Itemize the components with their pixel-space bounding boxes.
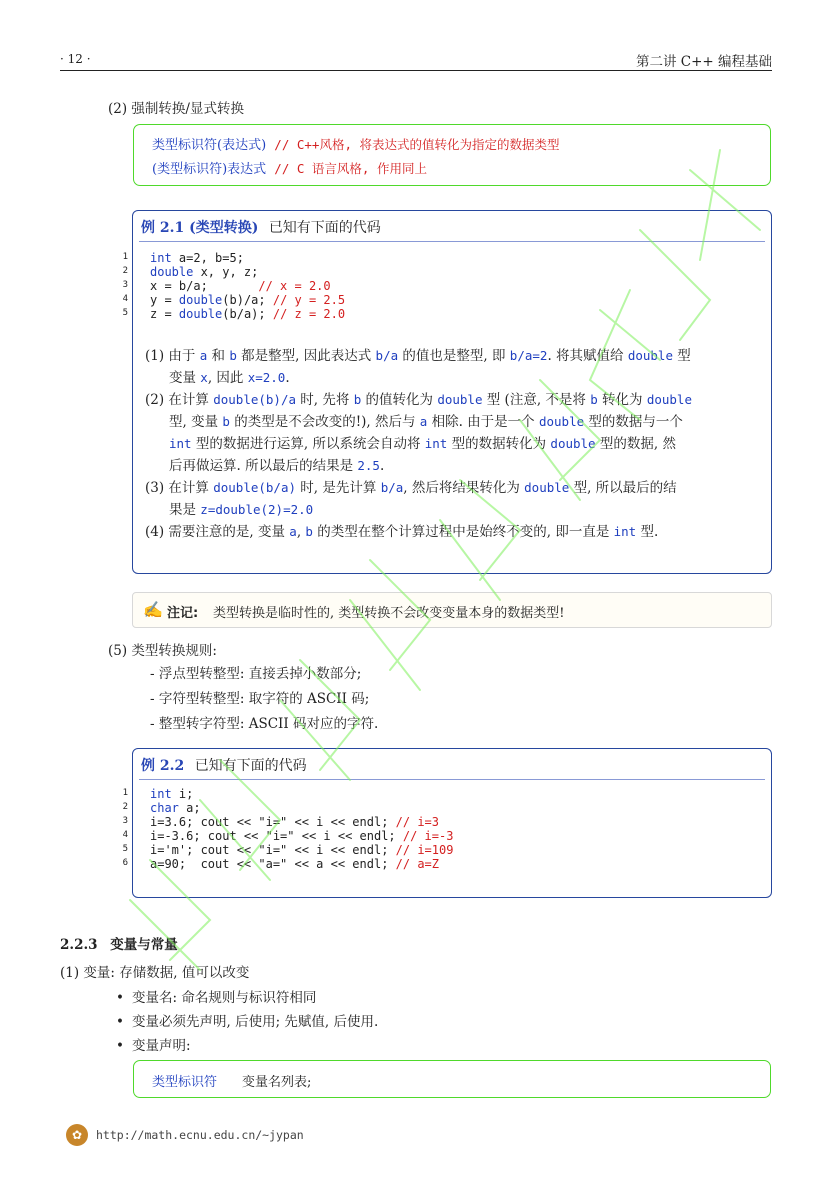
code-comment: // i=3 bbox=[395, 815, 439, 829]
cast-syntax-box bbox=[133, 124, 771, 186]
code-comment: // x = 2.0 bbox=[258, 279, 331, 293]
example-2-1-box bbox=[132, 210, 772, 574]
inline-code: b/a=2 bbox=[509, 348, 548, 363]
explanation-text: 型的数据, 然 bbox=[595, 436, 676, 452]
code-line bbox=[150, 307, 345, 321]
explanation-text: 型, 变量 bbox=[169, 414, 223, 430]
code-line bbox=[150, 293, 345, 307]
explanation-text: 的类型是不会改变的!), 然后与 bbox=[229, 414, 420, 430]
code-text: y = bbox=[150, 293, 179, 307]
inline-code: b bbox=[229, 348, 237, 363]
explanation-text: , 因此 bbox=[207, 370, 248, 386]
inline-code: int bbox=[169, 436, 192, 451]
inline-code: double bbox=[524, 480, 570, 495]
line-number: 5 bbox=[122, 844, 128, 854]
code-text: (b/a); bbox=[222, 307, 273, 321]
code-text: i=-3.6; cout << "i=" << i << endl; bbox=[150, 829, 403, 843]
declaration-rest: 变量名列表; bbox=[242, 1075, 312, 1090]
explanation-text: 的值也是整型, 即 bbox=[398, 348, 510, 364]
explanation-line bbox=[145, 345, 765, 367]
code-comment: // a=Z bbox=[395, 857, 439, 871]
inline-code: a bbox=[419, 414, 428, 429]
code-text: a=90; cout << "a=" << a << endl; bbox=[150, 857, 396, 871]
code-line bbox=[150, 857, 439, 871]
explanation-text: 转化为 bbox=[597, 392, 647, 408]
code-keyword: double bbox=[178, 307, 223, 321]
explanation-text: 果是 bbox=[169, 502, 201, 518]
chapter-title: 第二讲 C++ 编程基础 bbox=[635, 54, 772, 70]
explanation-text: 型的数据转化为 bbox=[447, 436, 551, 452]
explanation-text: 型. bbox=[636, 524, 659, 540]
code-keyword: char bbox=[150, 801, 179, 815]
explanation-text: 都是整型, 因此表达式 bbox=[236, 348, 376, 364]
explanation-text: 型 (注意, 不是将 bbox=[482, 392, 591, 408]
code-text: i; bbox=[171, 787, 194, 801]
inline-code: int bbox=[613, 524, 637, 539]
inline-code: b bbox=[305, 524, 313, 539]
code-line bbox=[150, 787, 193, 801]
inline-code: b bbox=[222, 414, 230, 429]
inline-code: z=double(2)=2.0 bbox=[200, 502, 314, 517]
explanation-line bbox=[169, 367, 789, 389]
code-keyword: double bbox=[150, 265, 194, 279]
code-line bbox=[150, 279, 331, 293]
page-number: · 12 · bbox=[60, 52, 91, 66]
page-header bbox=[60, 50, 772, 71]
inline-code: double bbox=[437, 392, 483, 407]
code-line bbox=[150, 251, 244, 265]
inline-code: 2.5 bbox=[357, 458, 380, 473]
code-text: x, y, z; bbox=[193, 265, 259, 279]
inline-code: a bbox=[289, 524, 297, 539]
explanation-text: 在计算 bbox=[168, 480, 214, 496]
explanation-text: . bbox=[285, 370, 290, 386]
line-number: 3 bbox=[122, 816, 128, 826]
code-line bbox=[150, 815, 439, 829]
explanation-text: 由于 bbox=[168, 348, 200, 364]
line-number: 4 bbox=[122, 294, 128, 304]
explanation-text: 需要注意的是, 变量 bbox=[168, 524, 290, 540]
inline-code: double(b)/a bbox=[213, 392, 297, 407]
code-comment: // i=-3 bbox=[402, 829, 454, 843]
line-number: 5 bbox=[122, 308, 128, 318]
explanation-text: 的值转化为 bbox=[361, 392, 438, 408]
note-label: 注记: bbox=[167, 606, 199, 621]
code-line bbox=[150, 801, 201, 815]
code-text: x = b/a; bbox=[150, 279, 259, 293]
inline-code: b bbox=[590, 392, 598, 407]
explanation-line bbox=[169, 433, 789, 455]
variables-heading: (1) 变量: 存储数据, 值可以改变 bbox=[60, 965, 250, 981]
explanation-text: 在计算 bbox=[168, 392, 214, 408]
code-text: (b)/a; bbox=[222, 293, 273, 307]
code-line bbox=[150, 843, 453, 857]
inline-code: b bbox=[353, 392, 362, 407]
rule-item: - 字符型转整型: 取字符的 ASCII 码; bbox=[150, 691, 370, 707]
inline-code: double(b/a) bbox=[213, 480, 297, 495]
line-number: 2 bbox=[122, 266, 128, 276]
explanation-text: 型, 所以最后的结 bbox=[569, 480, 677, 496]
explanation-text: . 将其赋值给 bbox=[547, 348, 628, 364]
code-line bbox=[150, 265, 258, 279]
explanation-text: 后再做运算. 所以最后的结果是 bbox=[169, 458, 358, 474]
inline-code: x bbox=[200, 370, 208, 385]
variable-bullet: • 变量必须先声明, 后使用; 先赋值, 后使用. bbox=[132, 1011, 378, 1033]
explanation-text: 时, 先将 bbox=[296, 392, 354, 408]
code-comment: // y = 2.5 bbox=[272, 293, 346, 307]
code-text: i='m'; cout << "i=" << i << endl; bbox=[150, 843, 396, 857]
explanation-text: 的类型在整个计算过程中是始终不变的, 即一直是 bbox=[312, 524, 614, 540]
inline-code: double bbox=[646, 392, 692, 407]
explanation-text: 时, 是先计算 bbox=[296, 480, 381, 496]
inline-code: double bbox=[538, 414, 585, 429]
note-text: 类型转换是临时性的, 类型转换不会改变变量本身的数据类型! bbox=[213, 606, 565, 621]
code-text: z = bbox=[150, 307, 179, 321]
subsection-heading: 2.2.3 变量与常量 bbox=[60, 937, 178, 953]
code-comment: // z = 2.0 bbox=[272, 307, 346, 321]
explanation-text: , bbox=[296, 524, 306, 540]
code-keyword: int bbox=[150, 787, 172, 801]
code-keyword: double bbox=[178, 293, 223, 307]
explanation-line bbox=[169, 411, 789, 433]
explanation-number: (2) bbox=[145, 392, 169, 408]
cast-syntax-line-1: 类型标识符(表达式) // C++风格, 将表达式的值转化为指定的数据类型 bbox=[152, 137, 560, 153]
university-logo-icon: ✿ bbox=[66, 1124, 88, 1146]
explanation-number: (3) bbox=[145, 480, 169, 496]
inline-code: int bbox=[424, 436, 448, 451]
code-text: i=3.6; cout << "i=" << i << endl; bbox=[150, 815, 396, 829]
inline-code: a bbox=[199, 348, 208, 363]
line-number: 1 bbox=[122, 788, 128, 798]
example-divider bbox=[139, 241, 765, 242]
explanation-text: . bbox=[379, 458, 385, 474]
explanation-number: (4) bbox=[145, 524, 169, 540]
rule-item: - 整型转字符型: ASCII 码对应的字符. bbox=[150, 716, 379, 732]
code-line bbox=[150, 829, 453, 843]
line-number: 4 bbox=[122, 830, 128, 840]
cast-heading: (2) 强制转换/显式转换 bbox=[108, 101, 244, 117]
note-box bbox=[132, 592, 772, 628]
example-divider bbox=[139, 779, 765, 780]
inline-code: double bbox=[627, 348, 673, 363]
explanation-text: 型的数据进行运算, 所以系统会自动将 bbox=[191, 436, 425, 452]
explanation-text: 型的数据与一个 bbox=[584, 414, 683, 430]
declaration-type: 类型标识符 bbox=[152, 1075, 218, 1090]
rules-heading: (5) 类型转换规则: bbox=[108, 643, 217, 659]
line-number: 6 bbox=[122, 858, 128, 868]
variable-bullet: • 变量声明: bbox=[132, 1035, 191, 1057]
line-number: 1 bbox=[122, 252, 128, 262]
code-text: a=2, b=5; bbox=[171, 251, 244, 265]
example-2-2-box bbox=[132, 748, 772, 898]
explanation-text: , 然后将结果转化为 bbox=[403, 480, 525, 496]
inline-code: x=2.0 bbox=[247, 370, 286, 385]
inline-code: b/a bbox=[380, 480, 404, 495]
inline-code: double bbox=[550, 436, 596, 451]
line-number: 3 bbox=[122, 280, 128, 290]
example-2-1-title: 例 2.1 (类型转换) 已知有下面的代码 bbox=[141, 220, 381, 236]
explanation-line bbox=[145, 389, 765, 411]
pencil-icon: ✍ bbox=[143, 600, 163, 619]
explanation-text: 和 bbox=[207, 348, 230, 364]
footer-url[interactable]: http://math.ecnu.edu.cn/~jypan bbox=[96, 1128, 304, 1142]
explanation-text: 变量 bbox=[169, 370, 201, 386]
inline-code: b/a bbox=[375, 348, 399, 363]
code-keyword: int bbox=[150, 251, 172, 265]
line-number: 2 bbox=[122, 802, 128, 812]
explanation-line bbox=[169, 499, 789, 521]
rule-item: - 浮点型转整型: 直接丢掉小数部分; bbox=[150, 666, 362, 682]
explanation-text: 型 bbox=[672, 348, 691, 364]
code-text: a; bbox=[178, 801, 201, 815]
explanation-line bbox=[145, 521, 765, 543]
explanation-number: (1) bbox=[145, 348, 169, 364]
explanation-text: 相除. 由于是一个 bbox=[427, 414, 539, 430]
example-2-2-title: 例 2.2 已知有下面的代码 bbox=[141, 758, 307, 774]
variable-bullet: • 变量名: 命名规则与标识符相同 bbox=[132, 987, 316, 1009]
explanation-line bbox=[169, 455, 789, 477]
explanation-line bbox=[145, 477, 765, 499]
cast-syntax-line-2: (类型标识符)表达式 // C 语言风格, 作用同上 bbox=[152, 161, 427, 177]
code-comment: // i=109 bbox=[395, 843, 454, 857]
declaration-box bbox=[133, 1060, 771, 1098]
